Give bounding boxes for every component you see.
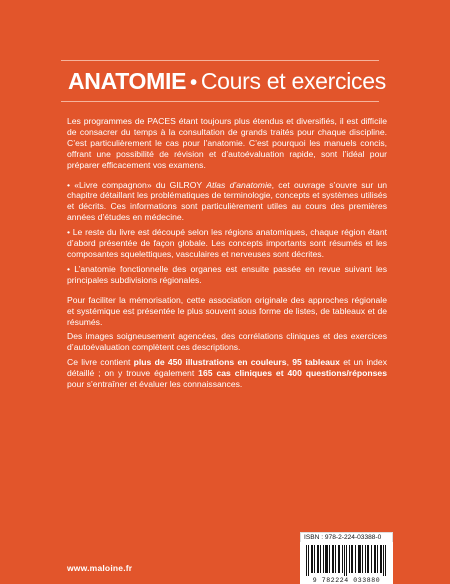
barcode-number: 9 782224 033880 bbox=[312, 577, 381, 584]
memorisation-paragraph: Pour faciliter la mémorisation, cette association originale des approches régionale et systémique est présentée le plus souvent sous forme de listes, de tableaux et de résumés. bbox=[67, 294, 387, 327]
isbn-label: ISBN : 978-2-224-03388-0 bbox=[300, 532, 393, 543]
atlas-title: Atlas d’anatomie bbox=[206, 179, 272, 190]
title-main: ANATOMIE bbox=[68, 68, 187, 94]
book-title bbox=[68, 67, 386, 97]
title-subtitle: Cours et exercices bbox=[200, 68, 386, 94]
intro-paragraph: Les programmes de PACES étant toujours plus étendus et diversifiés, il est difficile de consacrer du temps à la consultation de grands traités pour chaque discipline. C’est particulièrement le cas pour l’anatomie. C’est pourquoi les manuels concis, offrant une possibilité de révision et d’autoévaluation rapide, sont l’idéal pour préparer efficacement vos examens. bbox=[67, 116, 387, 170]
contents-highlight: 95 tableaux bbox=[292, 357, 340, 368]
images-paragraph: Des images soigneusement agencées, des corrélations cliniques et des exercices d’autoévaluation complètent ces descriptions. bbox=[67, 331, 387, 353]
barcode-bars bbox=[300, 542, 393, 576]
bullet-item bbox=[67, 180, 387, 224]
contents-highlight: plus de 450 illustrations en couleurs bbox=[133, 357, 287, 368]
title-box bbox=[61, 60, 386, 102]
contents-text: , bbox=[286, 357, 293, 368]
bullet-text: , cet ouvrage s’ouvre sur un chapitre détaillant les problématiques de terminologie, concepts et systèmes utilisés et décrits. Ces informations sont particulièrement utiles au cours des premières années d’études en médecine. bbox=[67, 179, 387, 223]
contents-text: pour s’entraîner et évaluer les connaissances. bbox=[67, 379, 243, 390]
publisher-website[interactable]: www.maloine.fr bbox=[67, 563, 133, 573]
contents-text: Ce livre contient bbox=[67, 357, 134, 368]
barcode bbox=[300, 542, 393, 584]
bullet-item: • L’anatomie fonctionnelle des organes est ensuite passée en revue suivant les principales subdivisions régionales. bbox=[67, 263, 387, 285]
contents-text: et un index détaillé ; on y trouve également bbox=[67, 357, 387, 379]
title-separator: • bbox=[190, 72, 197, 94]
contents-paragraph bbox=[67, 357, 387, 390]
contents-highlight: 165 cas cliniques et 400 questions/réponses bbox=[198, 368, 387, 379]
bullet-item: • Le reste du livre est découpé selon les régions anatomiques, chaque région étant d’abord présentée de façon globale. Les concepts importants sont résumés et les composantes squelettiques, vasculaires et nerveuses sont décrites. bbox=[67, 227, 387, 259]
bullet-text: • «Livre compagnon» du GILROY bbox=[67, 179, 207, 190]
description-text bbox=[67, 116, 387, 390]
